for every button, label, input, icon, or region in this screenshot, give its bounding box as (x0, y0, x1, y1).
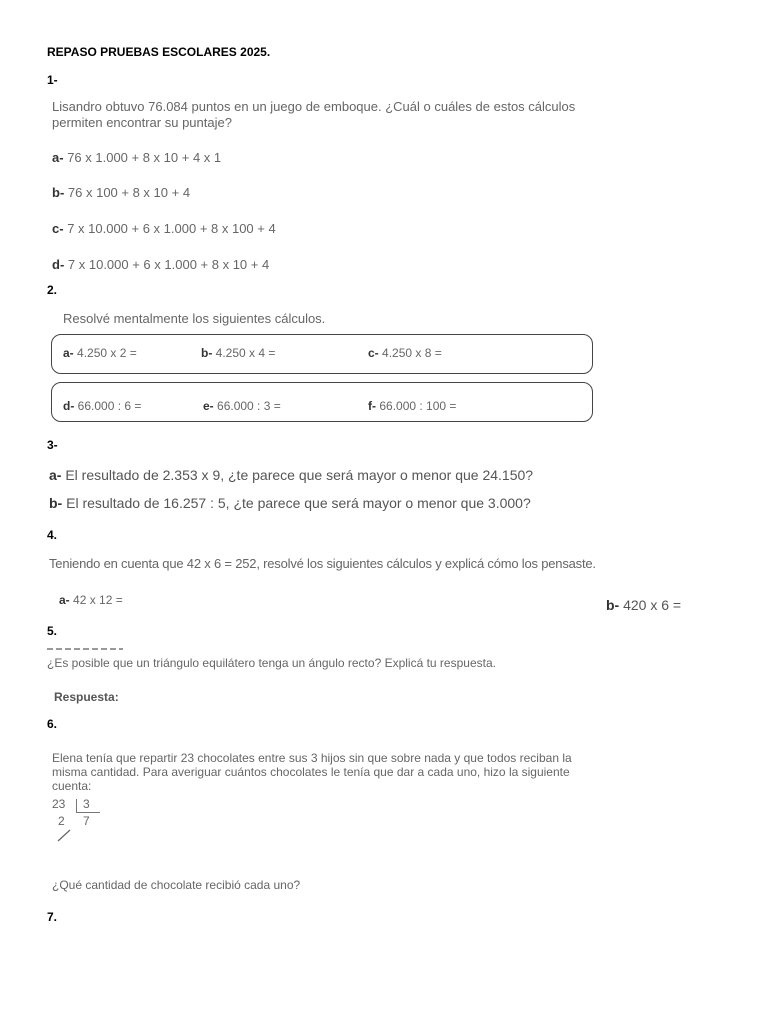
division-dividend: 23 (52, 797, 66, 811)
cell-expression: 66.000 : 100 = (379, 399, 457, 413)
item-label: a- (59, 593, 70, 607)
question-1-text-line1: Lisandro obtuvo 76.084 puntos en un juego de emboque. ¿Cuál o cuáles de estos cálculos (52, 99, 576, 114)
cell-label: d- (63, 399, 75, 413)
option-label: a- (52, 150, 64, 165)
question-5-text: ¿Es posible que un triángulo equilátero tenga un ángulo recto? Explicá tu respuesta. (47, 656, 496, 670)
cell-expression: 66.000 : 3 = (217, 399, 281, 413)
question-6-question: ¿Qué cantidad de chocolate recibió cada uno? (52, 878, 301, 892)
option-expression: 76 x 1.000 + 8 x 10 + 4 x 1 (67, 150, 222, 165)
question-6-text-line2: misma cantidad. Para averiguar cuántos chocolates le tenía que dar a cada uno, hizo la siguiente (52, 765, 570, 779)
question-2-text: Resolvé mentalmente los siguientes cálculos. (63, 311, 326, 326)
question-3-number: 3- (47, 438, 58, 452)
cell-expression: 4.250 x 2 = (77, 346, 137, 360)
option-label: b- (52, 185, 65, 200)
question-1-text-line2: permiten encontrar su puntaje? (52, 115, 232, 130)
division-bracket-horizontal (76, 812, 100, 813)
cropped-line-artifact (47, 648, 123, 650)
question-1-option-d (52, 257, 269, 272)
division-bracket-vertical (76, 799, 77, 813)
question-6-text-line3: cuenta: (52, 779, 92, 793)
question-1-option-b (52, 185, 190, 200)
calc-cell-a (63, 346, 137, 360)
cell-label: f- (368, 399, 376, 413)
document-title: REPASO PRUEBAS ESCOLARES 2025. (47, 45, 271, 59)
question-3-item-a (49, 467, 533, 483)
option-label: d- (52, 257, 65, 272)
calc-cell-b (201, 346, 275, 360)
question-4-item-b (606, 597, 681, 613)
question-1-option-c (52, 221, 276, 236)
question-4-item-a (59, 593, 123, 607)
item-text: El resultado de 16.257 : 5, ¿te parece que será mayor o menor que 3.000? (66, 495, 531, 511)
option-expression: 7 x 10.000 + 6 x 1.000 + 8 x 100 + 4 (67, 221, 276, 236)
cell-expression: 4.250 x 4 = (215, 346, 276, 360)
question-6-number: 6. (47, 717, 58, 731)
cell-label: e- (203, 399, 214, 413)
option-expression: 7 x 10.000 + 6 x 1.000 + 8 x 10 + 4 (67, 257, 270, 272)
cell-expression: 4.250 x 8 = (382, 346, 442, 360)
question-1-option-a (52, 150, 221, 165)
question-4-text: Teniendo en cuenta que 42 x 6 = 252, resolvé los siguientes cálculos y explicá cómo los pensaste. (49, 556, 596, 571)
item-label: b- (606, 597, 620, 613)
option-label: c- (52, 221, 64, 236)
long-division (52, 797, 112, 847)
question-6-text-line1: Elena tenía que repartir 23 chocolates entre sus 3 hijos sin que sobre nada y que todos reciban la (52, 751, 572, 765)
question-7-number: 7. (47, 910, 58, 924)
calc-cell-f (368, 399, 456, 413)
cell-label: c- (368, 346, 379, 360)
option-expression: 76 x 100 + 8 x 10 + 4 (67, 185, 191, 200)
cell-label: b- (201, 346, 213, 360)
item-label: b- (49, 495, 63, 511)
question-2-number: 2. (47, 283, 58, 297)
calc-cell-c (368, 346, 442, 360)
answer-label: Respuesta: (54, 690, 119, 704)
division-remainder: 2 (58, 814, 65, 828)
question-5-number: 5. (47, 624, 58, 638)
item-label: a- (49, 467, 62, 483)
cell-label: a- (63, 346, 74, 360)
item-text: El resultado de 2.353 x 9, ¿te parece que será mayor o menor que 24.150? (65, 467, 534, 483)
question-3-item-b (49, 495, 531, 511)
item-expression: 420 x 6 = (623, 597, 682, 613)
cell-expression: 66.000 : 6 = (77, 399, 142, 413)
calc-cell-d (63, 399, 141, 413)
division-quotient: 7 (83, 814, 90, 828)
calc-cell-e (203, 399, 281, 413)
division-divisor: 3 (83, 797, 90, 811)
question-4-number: 4. (47, 528, 58, 542)
division-strike-mark (56, 827, 76, 843)
item-expression: 42 x 12 = (73, 593, 123, 607)
question-1-number: 1- (47, 73, 58, 87)
